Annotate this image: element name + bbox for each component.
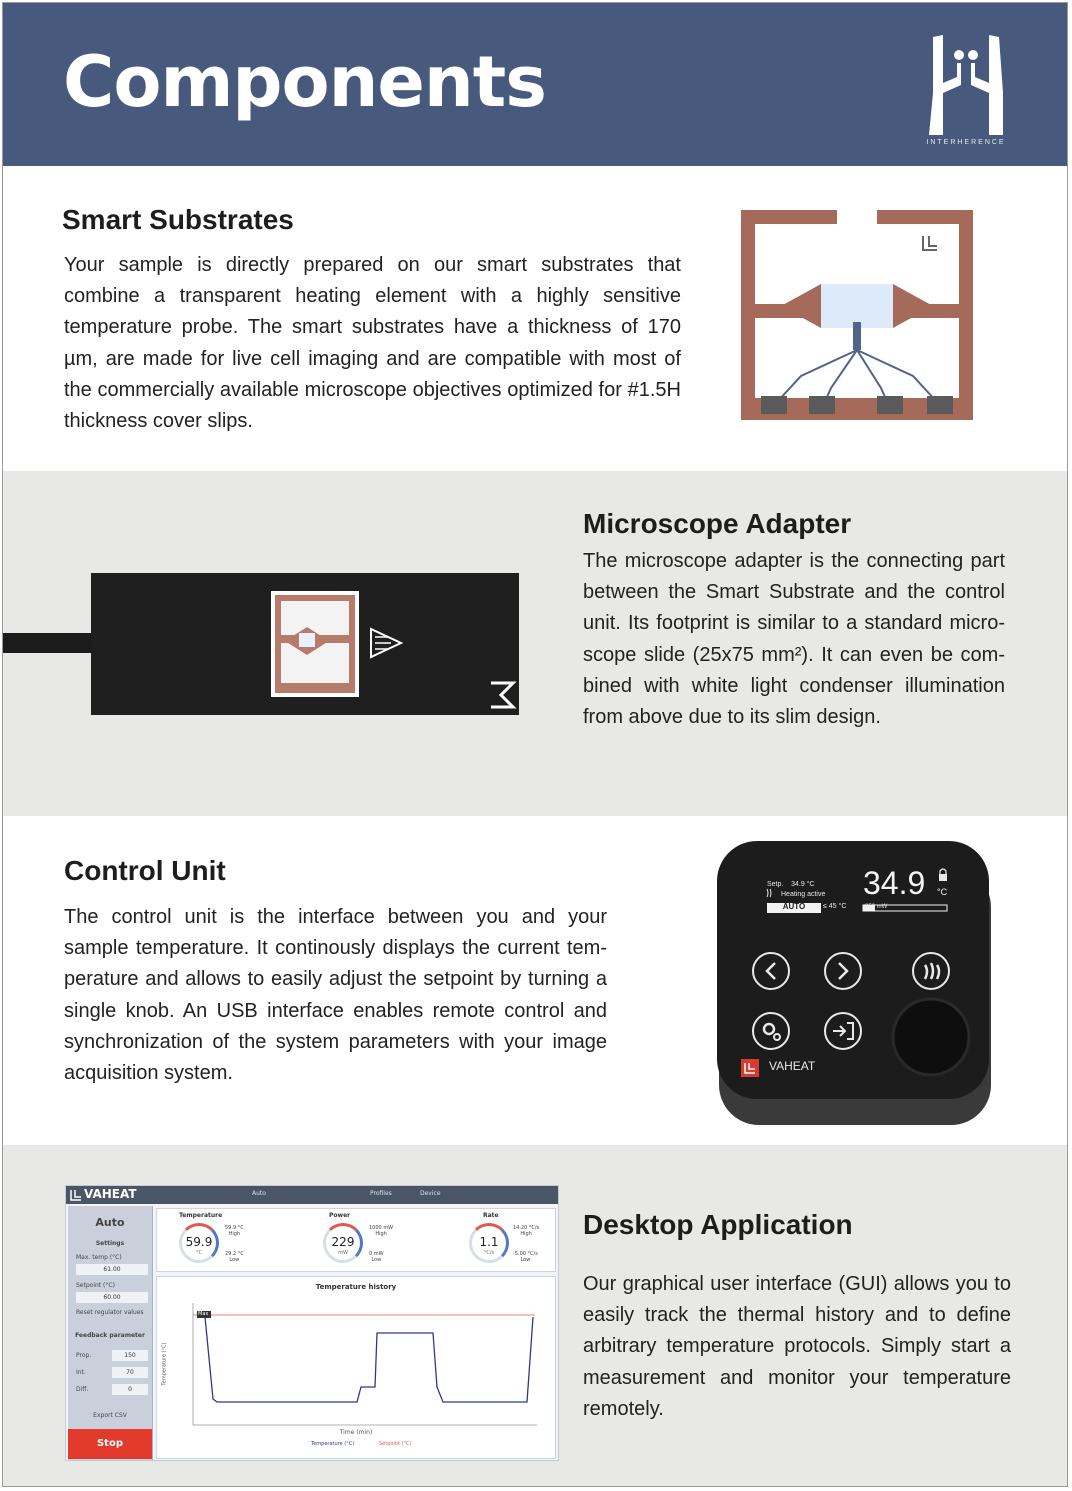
section-control-unit bbox=[3, 816, 1067, 1145]
gauge-rate-unit: °C/s bbox=[483, 1250, 495, 1256]
gauge-temperature-title: Temperature bbox=[179, 1212, 223, 1219]
gui-settings-label: Settings bbox=[95, 1240, 125, 1247]
gui-tab-auto[interactable]: Auto bbox=[252, 1190, 266, 1197]
section-microscope-adapter bbox=[3, 471, 1067, 816]
history-xlabel: Time (min) bbox=[339, 1429, 373, 1436]
gui-export-button[interactable]: Export CSV bbox=[93, 1412, 127, 1419]
history-legend-temperature: Temperature (°C) bbox=[311, 1441, 355, 1447]
device-setpoint: Setp. 34.9 °C bbox=[767, 881, 815, 888]
gauge-temperature bbox=[179, 1223, 219, 1263]
gui-int-label: Int. bbox=[76, 1369, 86, 1376]
history-title: Temperature history bbox=[315, 1283, 397, 1291]
section-text: Our graphical user interface (GUI) allows you to easily track the thermal history and to define arbitrary temperature protocols. Simply start a measurement and monitor your temperature remotely. bbox=[583, 1273, 1011, 1420]
logo-wordmark: INTERHERENCE bbox=[926, 139, 1006, 146]
logo-mark-icon bbox=[921, 33, 1011, 137]
device-power: 350 mW bbox=[865, 904, 888, 910]
section-text: The microscope adapter is the connecting part between the Smart Substrate and the control unit. Its footprint is similar to a standard micro-scope slide (25x75 mm²). It can even be com-bined with white light condenser illumination from above due to its slim design. bbox=[583, 550, 1005, 729]
section-title: Smart Substrates bbox=[62, 204, 294, 235]
section-title: Desktop Application bbox=[583, 1209, 853, 1240]
microscope-adapter-image bbox=[3, 571, 523, 719]
gui-temperature-history bbox=[156, 1276, 556, 1459]
gui-diff-label: Diff. bbox=[76, 1386, 89, 1393]
control-unit-image bbox=[715, 841, 995, 1129]
gui-int-input[interactable]: 70 bbox=[112, 1367, 148, 1378]
gui-max-temp-input[interactable]: 61.00 bbox=[76, 1264, 148, 1275]
gauge-temperature-low: 29.2 °C Low bbox=[225, 1251, 244, 1263]
gui-gauges-panel bbox=[156, 1208, 556, 1272]
gui-setpoint-input[interactable]: 60.00 bbox=[76, 1292, 148, 1303]
gauge-temperature-high: 59.9 °C High bbox=[225, 1225, 244, 1237]
device-heating-status: Heating active bbox=[781, 891, 826, 898]
device-temperature: 34.9 bbox=[863, 865, 926, 901]
header-banner bbox=[3, 3, 1067, 166]
section-title: Control Unit bbox=[64, 855, 226, 886]
device-limit: ≤ 45 °C bbox=[823, 903, 847, 910]
gauge-power-title: Power bbox=[329, 1212, 351, 1219]
device-temperature-unit: °C bbox=[937, 887, 948, 897]
vaheat-logo-icon bbox=[69, 1188, 83, 1202]
section-text: The control unit is the interface between you and your sample temperature. It continously displays the current tem-perature and allows to easily adjust the setpoint by turning a single knob. An USB interface enables remote control and synchronization of the system parameters with your image acquisition system. bbox=[64, 906, 607, 1085]
gauge-power-unit: mW bbox=[338, 1250, 348, 1256]
gui-mode-label: Auto bbox=[95, 1216, 125, 1229]
gauge-power bbox=[323, 1223, 363, 1263]
section-smart-substrates bbox=[3, 166, 1067, 471]
gauge-temperature-unit: °C bbox=[196, 1250, 202, 1256]
gauge-rate-high: 14.20 °C/s High bbox=[513, 1225, 540, 1237]
gui-prop-label: Prop. bbox=[76, 1352, 92, 1359]
section-title: Microscope Adapter bbox=[583, 508, 852, 539]
device-brand: VAHEAT bbox=[769, 1059, 816, 1073]
gui-sidebar bbox=[68, 1206, 153, 1460]
gui-titlebar bbox=[66, 1186, 558, 1204]
page bbox=[2, 2, 1068, 1487]
gui-tab-profiles[interactable]: Profiles bbox=[370, 1190, 392, 1197]
gui-stop-button[interactable]: Stop bbox=[68, 1429, 152, 1459]
history-ylabel: Temperature (°C) bbox=[161, 1342, 168, 1386]
interherence-logo bbox=[921, 33, 1011, 153]
gui-max-temp-label: Max. temp (°C) bbox=[76, 1254, 122, 1261]
history-marker-label: Max bbox=[198, 1311, 209, 1317]
gauge-power-low: 0 mW Low bbox=[369, 1251, 384, 1263]
gauge-rate-value: 1.1 bbox=[479, 1235, 499, 1249]
gui-brand: VAHEAT bbox=[84, 1187, 137, 1201]
gauge-temperature-value: 59.9 bbox=[185, 1235, 213, 1249]
smart-substrate-image bbox=[741, 210, 973, 420]
section-desktop-application bbox=[3, 1145, 1067, 1487]
gui-setpoint-label: Setpoint (°C) bbox=[76, 1282, 115, 1289]
gauge-rate-low: -5.00 °C/s Low bbox=[513, 1251, 538, 1263]
desktop-app-screenshot bbox=[65, 1185, 559, 1461]
gauge-rate-title: Rate bbox=[483, 1212, 499, 1219]
page-title: Components bbox=[63, 41, 546, 123]
history-legend-setpoint: Setpoint (°C) bbox=[379, 1441, 412, 1447]
gui-reset-option[interactable]: Reset regulator values bbox=[76, 1309, 144, 1316]
gui-prop-input[interactable]: 150 bbox=[112, 1350, 148, 1361]
gui-tab-device[interactable]: Device bbox=[420, 1190, 441, 1197]
gui-diff-input[interactable]: 0 bbox=[112, 1384, 148, 1395]
gauge-power-high: 1000 mW High bbox=[369, 1225, 394, 1237]
gui-feedback-label: Feedback parameter bbox=[75, 1332, 145, 1339]
gauge-rate bbox=[469, 1223, 509, 1263]
control-unit-body bbox=[715, 841, 995, 1129]
section-text: Your sample is directly prepared on our smart substrates that combine a transparent heating element with a highly sensitive temperature probe. The smart substrates have a thickness of 170 µm, are made for live cell imaging and are compatible with most of the commercially available microscope objectives optimized for #1.5H thickness cover slips. bbox=[64, 254, 681, 433]
gauge-power-value: 229 bbox=[331, 1235, 355, 1249]
device-mode: AUTO bbox=[782, 902, 806, 911]
